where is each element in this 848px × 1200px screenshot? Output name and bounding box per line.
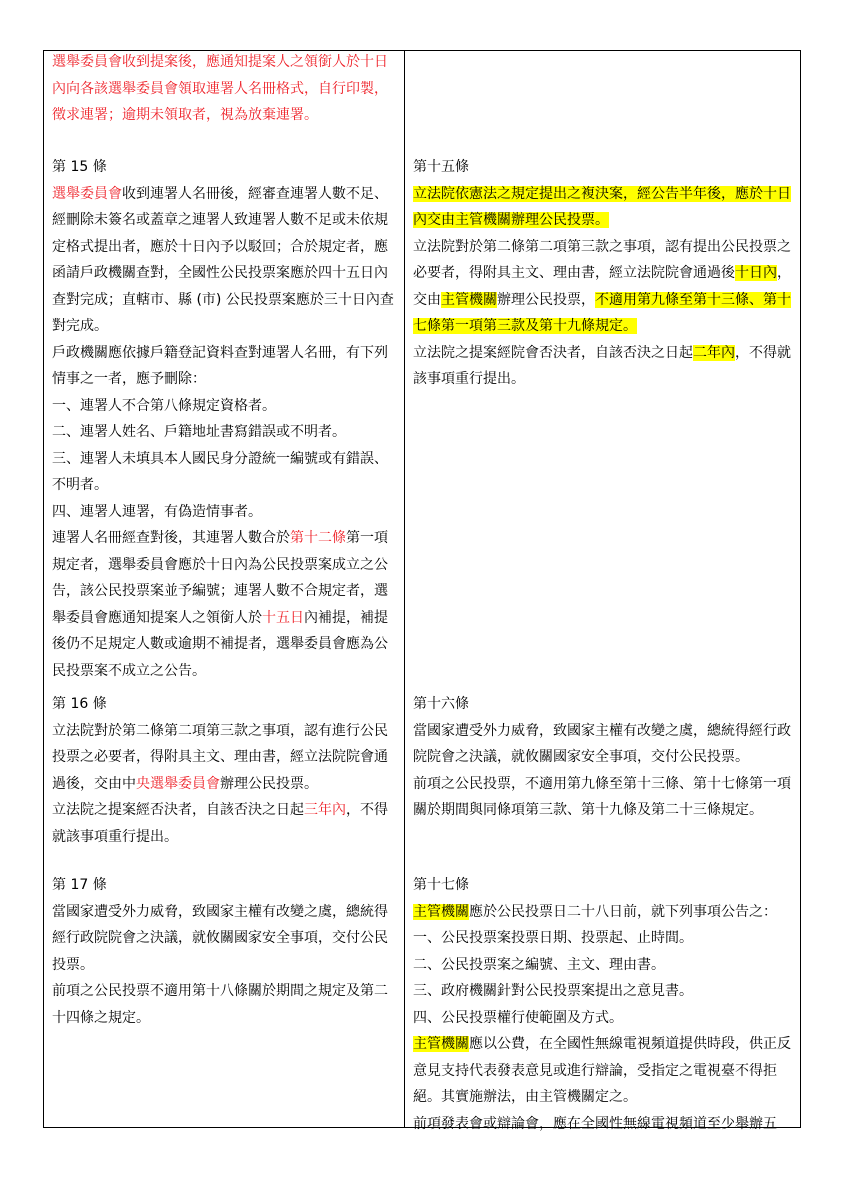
text-line: 對完成。 <box>52 318 108 334</box>
list-item: 二、連署人姓名、戶籍地址書寫錯誤或不明者。 <box>52 424 346 440</box>
list-item: 四、連署人連署，有偽造情事者。 <box>52 503 262 520</box>
left-article-17 <box>52 873 434 1030</box>
article-title: 第十五條 <box>413 159 469 175</box>
list-item: 三、連署人未填具本人國民身分證統一編號或有錯誤、 <box>52 450 388 467</box>
text-span: 內補提，補提 <box>304 609 388 626</box>
text-span: ， <box>777 265 791 281</box>
left-article-16 <box>52 692 434 849</box>
text-span: ，不得 <box>346 802 388 818</box>
text-line: 前項發表會或辯論會，應在全國性無線電視頻道至少舉辦五 <box>413 1115 777 1132</box>
text-line <box>52 526 434 551</box>
list-item: 三、政府機關針對公民投票案提出之意見書。 <box>413 983 693 999</box>
list-item: 一、連署人不合第八條規定資格者。 <box>52 397 276 414</box>
text-span: 辦理公民投票， <box>497 291 595 308</box>
left-top-block <box>52 50 434 128</box>
text-line: 內向各該選舉委員會領取連署人名冊格式，自行印製， <box>52 80 388 97</box>
article-title: 第十七條 <box>413 877 469 893</box>
text-line: 查對完成；直轄市、縣 (市) 公民投票案應於三十日內查 <box>52 291 394 308</box>
text-line: 院院會之決議，就攸關國家安全事項，交付公民投票。 <box>413 749 749 765</box>
text-line: 十四條之規定。 <box>52 1009 150 1026</box>
text-span: 舉委員會應通知提案人之領銜人於 <box>52 609 262 626</box>
text-line: 規定者，選舉委員會應於十日內為公民投票案成立之公 <box>52 556 388 573</box>
highlighted-text: 主管機關 <box>441 291 497 308</box>
right-article-16 <box>413 692 795 823</box>
red-text: 第十二條 <box>290 530 346 546</box>
text-span: 必要者，得附具主文、理由書，經立法院院會通過後 <box>413 265 735 281</box>
text-line: 絕。其實施辦法，由主管機關定之。 <box>413 1089 637 1105</box>
highlighted-text: 主管機關 <box>413 1036 469 1052</box>
text-line: 告，該公民投票案並予編號；連署人數不合規定者，選 <box>52 583 388 599</box>
text-span: 收到連署人名冊後，經審查連署人數不足、 <box>122 185 388 202</box>
text-line: 前項之公民投票，不適用第九條至第十三條、第十七條第一項 <box>413 775 791 792</box>
left-article-15 <box>52 155 434 683</box>
red-text: 選舉委員會 <box>52 185 122 202</box>
highlighted-text: 不適用第九條至第十三條、第十 <box>595 291 791 308</box>
text-line: 後仍不足規定人數或逾期不補提者，選舉委員會應為公 <box>52 636 388 652</box>
text-span: ，不得就 <box>735 344 791 361</box>
text-line: 徵求連署；逾期未領取者，視為放棄連署。 <box>52 107 318 123</box>
text-line <box>413 900 795 925</box>
red-text: 央選舉委員會 <box>136 775 220 792</box>
highlighted-text: 內交由主管機關辦理公民投票。 <box>413 212 609 228</box>
text-span: 第一項 <box>346 530 388 546</box>
article-title: 第十六條 <box>413 696 469 712</box>
list-item: 不明者。 <box>52 477 108 493</box>
red-text: 三年內 <box>304 802 346 818</box>
highlighted-text: 二年內 <box>693 344 735 361</box>
right-article-15 <box>413 155 795 392</box>
text-line <box>413 341 795 366</box>
text-line: 就該事項重行提出。 <box>52 828 178 845</box>
text-span: 連署人名冊經查對後，其連署人數合於 <box>52 530 290 546</box>
text-line: 選舉委員會收到提案後，應通知提案人之領銜人於十日 <box>52 54 388 70</box>
text-line: 戶政機關應依據戶籍登記資料查對連署人名冊，有下列 <box>52 344 388 361</box>
text-line <box>413 288 795 313</box>
article-title: 第 17 條 <box>52 877 107 893</box>
text-line <box>413 261 795 286</box>
article-title: 第 16 條 <box>52 696 107 712</box>
text-line <box>413 314 795 339</box>
text-span: 過後，交由中 <box>52 775 136 792</box>
article-title: 第 15 條 <box>52 159 107 175</box>
list-item: 四、公民投票權行使範圍及方式。 <box>413 1009 623 1026</box>
text-span: 應於公民投票日二十八日前，就下列事項公告之： <box>469 903 777 920</box>
text-line: 立法院對於第二條第二項第三款之事項，認有進行公民 <box>52 722 388 739</box>
text-line <box>52 798 434 823</box>
highlighted-text: 十日內 <box>735 265 777 281</box>
text-line: 該事項重行提出。 <box>413 371 525 387</box>
text-line <box>413 208 795 233</box>
list-item: 二、公民投票案之編號、主文、理由書。 <box>413 956 665 973</box>
text-line: 關於期間與同條項第三款、第十九條及第二十三條規定。 <box>413 802 763 818</box>
highlighted-text: 七條第一項第三款及第十九條規定。 <box>413 318 637 334</box>
text-span: 立法院之提案經否決者，自該否決之日起 <box>52 802 304 818</box>
list-item: 一、公民投票案投票日期、投票起、止時間。 <box>413 930 693 946</box>
text-span: 交由 <box>413 291 441 308</box>
text-line: 投票之必要者，得附具主文、理由書，經立法院院會通 <box>52 749 388 765</box>
text-line: 經行政院院會之決議，就攸關國家安全事項，交付公民 <box>52 930 388 946</box>
text-line: 定格式提出者，應於十日內予以駁回；合於規定者，應 <box>52 238 388 255</box>
highlighted-text: 主管機關 <box>413 903 469 920</box>
text-line: 意見支持代表發表意見或進行辯論，受指定之電視臺不得拒 <box>413 1062 777 1079</box>
text-span: 應以公費，在全國性無線電視頻道提供時段，供正反 <box>469 1036 791 1052</box>
text-line: 函請戶政機關查對，全國性公民投票案應於四十五日內 <box>52 265 388 281</box>
text-line <box>52 606 434 631</box>
text-line: 投票。 <box>52 956 94 973</box>
text-line <box>413 1032 795 1057</box>
text-line: 民投票案不成立之公告。 <box>52 662 206 679</box>
text-span: 立法院之提案經院會否決者，自該否決之日起 <box>413 344 693 361</box>
text-line <box>52 772 434 797</box>
text-line: 經刪除未簽名或蓋章之連署人致連署人數不足或未依規 <box>52 212 388 228</box>
text-line: 立法院對於第二條第二項第三款之事項，認有提出公民投票之 <box>413 238 791 255</box>
text-line <box>413 182 795 207</box>
text-line <box>52 182 434 207</box>
right-article-17 <box>413 873 795 1136</box>
red-text: 十五日 <box>262 609 304 626</box>
text-line: 前項之公民投票不適用第十八條關於期間之規定及第二 <box>52 983 388 999</box>
text-line: 當國家遭受外力威脅，致國家主權有改變之虞，總統得 <box>52 903 388 920</box>
highlighted-text: 立法院依憲法之規定提出之複決案，經公告半年後，應於十日 <box>413 185 791 202</box>
text-span: 辦理公民投票。 <box>220 775 318 792</box>
text-line: 情事之一者，應予刪除： <box>52 371 206 387</box>
text-line: 當國家遭受外力威脅，致國家主權有改變之虞，總統得經行政 <box>413 722 791 739</box>
